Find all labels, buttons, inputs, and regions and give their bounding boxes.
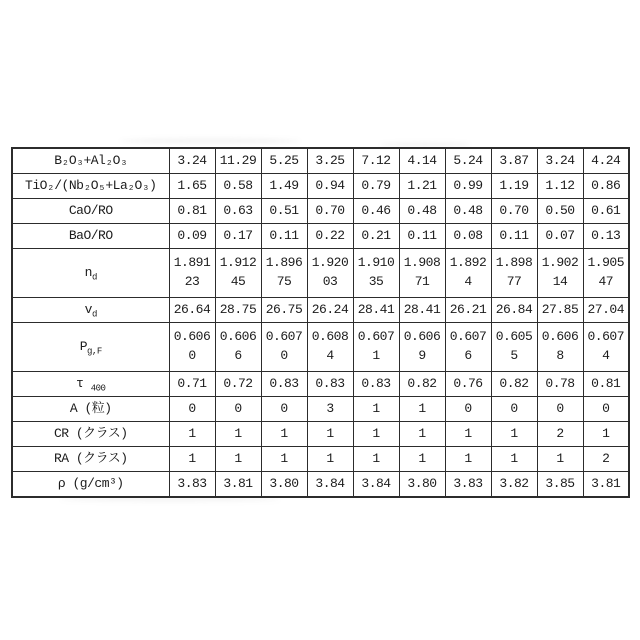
table-cell: 27.85: [537, 298, 583, 323]
table-cell: 0.83: [307, 372, 353, 397]
table-cell: 0: [491, 397, 537, 422]
table-cell: 1: [169, 447, 215, 472]
table-row: [12, 174, 629, 199]
table-cell: 26.21: [445, 298, 491, 323]
row-label: BaO/RO: [12, 224, 169, 249]
table-row: [12, 249, 629, 298]
table-cell: 1: [491, 422, 537, 447]
table-cell: 0.99: [445, 174, 491, 199]
table-cell: 1: [445, 422, 491, 447]
row-label: RA (クラス): [12, 447, 169, 472]
table-cell: 0.79: [353, 174, 399, 199]
table-cell: 0.607 4: [583, 323, 629, 372]
row-label: ρ (g/cm³): [12, 472, 169, 498]
table-cell: 0.50: [537, 199, 583, 224]
table-cell: 0.78: [537, 372, 583, 397]
table-cell: 3.87: [491, 148, 537, 174]
table-cell: 0.81: [169, 199, 215, 224]
table-cell: 4.14: [399, 148, 445, 174]
table-cell: 4.24: [583, 148, 629, 174]
table-row: [12, 447, 629, 472]
table-cell: 1: [353, 397, 399, 422]
table-cell: 3.83: [445, 472, 491, 498]
table-cell: 3.84: [307, 472, 353, 498]
table-cell: 0.607 0: [261, 323, 307, 372]
scan-smudge: [120, 138, 300, 144]
table-cell: 1.21: [399, 174, 445, 199]
row-label: A (粒): [12, 397, 169, 422]
table-cell: 3.84: [353, 472, 399, 498]
table-cell: 0.08: [445, 224, 491, 249]
table-cell: 1: [537, 447, 583, 472]
table-cell: 1: [399, 422, 445, 447]
table-cell: 3.24: [169, 148, 215, 174]
table-cell: 0.608 4: [307, 323, 353, 372]
table-cell: 0.11: [261, 224, 307, 249]
table-cell: 3.83: [169, 472, 215, 498]
table-cell: 3.25: [307, 148, 353, 174]
row-label: $n_d$: [12, 249, 169, 298]
table-cell: 0.86: [583, 174, 629, 199]
table-cell: 1.19: [491, 174, 537, 199]
table-cell: 1.912 45: [215, 249, 261, 298]
table-cell: 0.605 5: [491, 323, 537, 372]
table-cell: 0.70: [491, 199, 537, 224]
table-cell: 7.12: [353, 148, 399, 174]
table-cell: 0.58: [215, 174, 261, 199]
table-cell: 0.82: [491, 372, 537, 397]
table-cell: 1.12: [537, 174, 583, 199]
table-cell: 0.09: [169, 224, 215, 249]
table-cell: 0.48: [399, 199, 445, 224]
table-cell: 0.607 6: [445, 323, 491, 372]
table-cell: 0.70: [307, 199, 353, 224]
table-cell: 1.920 03: [307, 249, 353, 298]
table-cell: 1.902 14: [537, 249, 583, 298]
table-cell: 0.22: [307, 224, 353, 249]
table-cell: 1.896 75: [261, 249, 307, 298]
table-cell: 3.85: [537, 472, 583, 498]
table-cell: 0.11: [491, 224, 537, 249]
table-cell: 0.21: [353, 224, 399, 249]
table-cell: 0.606 6: [215, 323, 261, 372]
table-cell: 1: [583, 422, 629, 447]
table-cell: 0.13: [583, 224, 629, 249]
table-cell: 3.82: [491, 472, 537, 498]
row-label: CaO/RO: [12, 199, 169, 224]
table-cell: 0: [169, 397, 215, 422]
table-cell: 0.82: [399, 372, 445, 397]
table-body: [12, 148, 629, 497]
table-cell: 1: [215, 447, 261, 472]
table-cell: 0.07: [537, 224, 583, 249]
table-cell: 1.898 77: [491, 249, 537, 298]
table-cell: 0.83: [261, 372, 307, 397]
table-cell: 26.75: [261, 298, 307, 323]
table-cell: 0.81: [583, 372, 629, 397]
glass-properties-table: [11, 147, 630, 498]
table-cell: 0.606 9: [399, 323, 445, 372]
table-cell: 1: [353, 447, 399, 472]
table-cell: 0.83: [353, 372, 399, 397]
table-cell: 3.24: [537, 148, 583, 174]
table-row: [12, 323, 629, 372]
table-cell: 1.910 35: [353, 249, 399, 298]
table-cell: 26.84: [491, 298, 537, 323]
table-row: [12, 148, 629, 174]
table-cell: 0: [445, 397, 491, 422]
row-label: $v_d$: [12, 298, 169, 323]
table-cell: 0.606 0: [169, 323, 215, 372]
table-cell: 0: [261, 397, 307, 422]
table-cell: 11.29: [215, 148, 261, 174]
table-cell: 1: [353, 422, 399, 447]
table-row: [12, 224, 629, 249]
table-row: [12, 199, 629, 224]
table-cell: 0.607 1: [353, 323, 399, 372]
table-cell: 1: [261, 422, 307, 447]
table-cell: 1.908 71: [399, 249, 445, 298]
table-cell: 5.25: [261, 148, 307, 174]
table-cell: 3: [307, 397, 353, 422]
table-cell: 0.48: [445, 199, 491, 224]
table-cell: 3.80: [399, 472, 445, 498]
table-cell: 1: [491, 447, 537, 472]
table-cell: 28.41: [399, 298, 445, 323]
table-cell: 1.65: [169, 174, 215, 199]
table-row: [12, 397, 629, 422]
table-row: [12, 422, 629, 447]
table-cell: 1.49: [261, 174, 307, 199]
table-cell: 0.17: [215, 224, 261, 249]
table-cell: 26.64: [169, 298, 215, 323]
table-cell: 0.11: [399, 224, 445, 249]
table-cell: 0: [583, 397, 629, 422]
table-cell: 3.81: [583, 472, 629, 498]
table-cell: 0.71: [169, 372, 215, 397]
table-row: [12, 298, 629, 323]
table-cell: 1: [307, 447, 353, 472]
row-label: $P_{g,F}$: [12, 323, 169, 372]
table-row: [12, 472, 629, 498]
table-cell: 0.61: [583, 199, 629, 224]
row-label: τ $_{400}$: [12, 372, 169, 397]
table-cell: 1.892 4: [445, 249, 491, 298]
table-cell: 3.80: [261, 472, 307, 498]
table-cell: 0.46: [353, 199, 399, 224]
table-cell: 0: [215, 397, 261, 422]
table-cell: 0.51: [261, 199, 307, 224]
table-cell: 0: [537, 397, 583, 422]
table-cell: 28.41: [353, 298, 399, 323]
table-cell: 1.891 23: [169, 249, 215, 298]
table-cell: 1: [399, 397, 445, 422]
table-cell: 26.24: [307, 298, 353, 323]
table-cell: 2: [537, 422, 583, 447]
table-cell: 2: [583, 447, 629, 472]
table-cell: 0.606 8: [537, 323, 583, 372]
table-cell: 1: [261, 447, 307, 472]
row-label: TiO₂/(Nb₂O₅+La₂O₃): [12, 174, 169, 199]
table-cell: 1: [399, 447, 445, 472]
row-label: B₂O₃+Al₂O₃: [12, 148, 169, 174]
table-cell: 1: [215, 422, 261, 447]
table-cell: 0.72: [215, 372, 261, 397]
table-cell: 1.905 47: [583, 249, 629, 298]
table-cell: 0.94: [307, 174, 353, 199]
table-cell: 1: [169, 422, 215, 447]
table-cell: 1: [307, 422, 353, 447]
table-cell: 0.76: [445, 372, 491, 397]
table-cell: 0.63: [215, 199, 261, 224]
table-cell: 3.81: [215, 472, 261, 498]
table-cell: 5.24: [445, 148, 491, 174]
row-label: CR (クラス): [12, 422, 169, 447]
table-row: [12, 372, 629, 397]
table-cell: 1: [445, 447, 491, 472]
table-cell: 27.04: [583, 298, 629, 323]
table-cell: 28.75: [215, 298, 261, 323]
